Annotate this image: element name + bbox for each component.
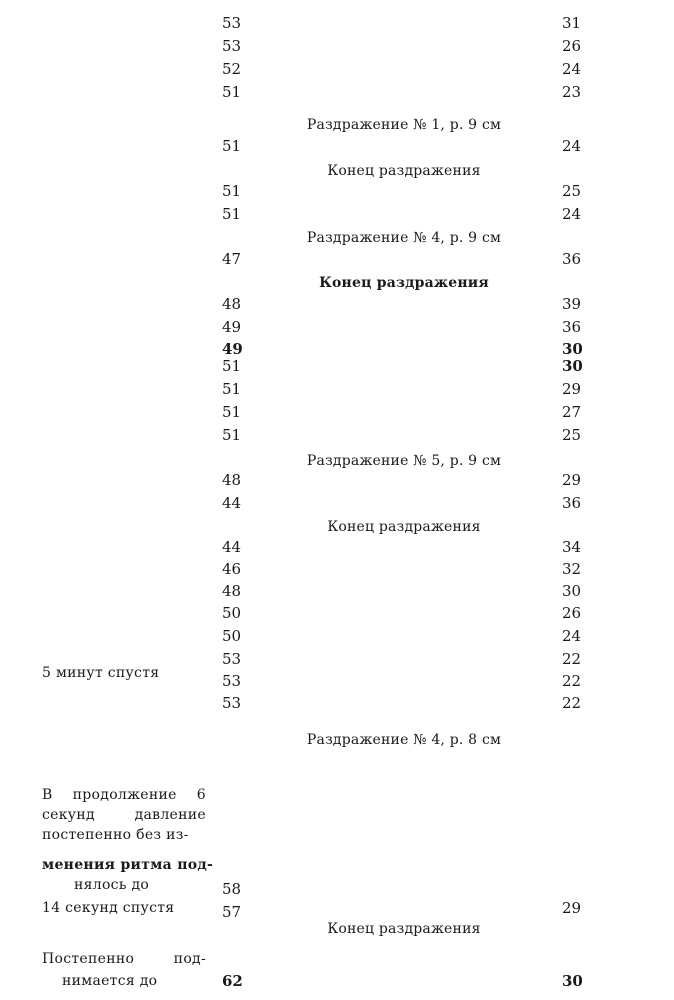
left-value: 51 (222, 403, 242, 421)
left-value: 53 (222, 672, 242, 690)
left-value: 53 (222, 14, 242, 32)
right-value: 26 (562, 37, 582, 55)
note-gradually-line: Постепенно под- (42, 951, 206, 967)
right-value: 29 (562, 380, 582, 398)
left-value: 51 (222, 182, 242, 200)
right-value: 31 (562, 14, 582, 32)
right-value: 29 (562, 899, 582, 917)
left-value: 50 (222, 604, 242, 622)
right-value: 36 (562, 494, 582, 512)
stimulation-heading: Раздражение № 4, р. 9 см (306, 230, 502, 246)
right-value: 32 (562, 560, 582, 578)
left-value: 51 (222, 83, 242, 101)
right-value: 29 (562, 471, 582, 489)
note-during-line: В продолжение 6 (42, 787, 206, 803)
right-value: 24 (562, 60, 582, 78)
right-value: 23 (562, 83, 582, 101)
left-value: 51 (222, 380, 242, 398)
right-value: 36 (562, 250, 582, 268)
left-value: 50 (222, 627, 242, 645)
left-value: 51 (222, 205, 242, 223)
left-value: 46 (222, 560, 242, 578)
left-value: 53 (222, 694, 242, 712)
left-value: 53 (222, 37, 242, 55)
left-value: 51 (222, 137, 242, 155)
stimulation-heading: Раздражение № 5, р. 9 см (306, 453, 502, 469)
right-value: 30 (562, 357, 583, 375)
left-value: 44 (222, 494, 242, 512)
left-value: 52 (222, 60, 242, 78)
right-value: 34 (562, 538, 582, 556)
left-value: 48 (222, 582, 242, 600)
left-value: 62 (222, 972, 243, 990)
left-value: 49 (222, 340, 243, 358)
right-value: 26 (562, 604, 582, 622)
note-during-line: постепенно без из- (42, 827, 189, 843)
left-value: 48 (222, 471, 242, 489)
left-value: 57 (222, 903, 242, 921)
right-value: 22 (562, 694, 582, 712)
stimulation-end-heading: Конец раздражения (327, 163, 481, 179)
right-value: 30 (562, 582, 582, 600)
right-value: 27 (562, 403, 582, 421)
stimulation-end-heading: Конец раздражения (319, 275, 489, 291)
right-value: 24 (562, 205, 582, 223)
note-during-line: нялось до (74, 877, 150, 893)
right-value: 36 (562, 318, 582, 336)
stimulation-end-heading: Конец раздражения (327, 921, 481, 937)
right-value: 24 (562, 137, 582, 155)
note-fourteen-seconds: 14 секунд спустя (42, 900, 175, 916)
right-value: 24 (562, 627, 582, 645)
right-value: 39 (562, 295, 582, 313)
left-value: 51 (222, 357, 242, 375)
stimulation-heading: Раздражение № 4, р. 8 см (306, 732, 502, 748)
note-during-line: менения ритма под- (42, 857, 214, 873)
right-value: 22 (562, 650, 582, 668)
right-value: 30 (562, 972, 583, 990)
left-value: 47 (222, 250, 242, 268)
stimulation-heading: Раздражение № 1, р. 9 см (306, 117, 502, 133)
left-value: 58 (222, 880, 242, 898)
left-value: 53 (222, 650, 242, 668)
right-value: 22 (562, 672, 582, 690)
right-value: 25 (562, 182, 582, 200)
left-value: 44 (222, 538, 242, 556)
right-value: 25 (562, 426, 582, 444)
left-value: 49 (222, 318, 242, 336)
stimulation-end-heading: Конец раздражения (327, 519, 481, 535)
left-value: 48 (222, 295, 242, 313)
note-gradually-line: нимается до (62, 973, 158, 989)
left-value: 51 (222, 426, 242, 444)
note-five-minutes: 5 минут спустя (42, 665, 160, 681)
right-value: 30 (562, 340, 583, 358)
note-during-line: секунд давление (42, 807, 206, 823)
